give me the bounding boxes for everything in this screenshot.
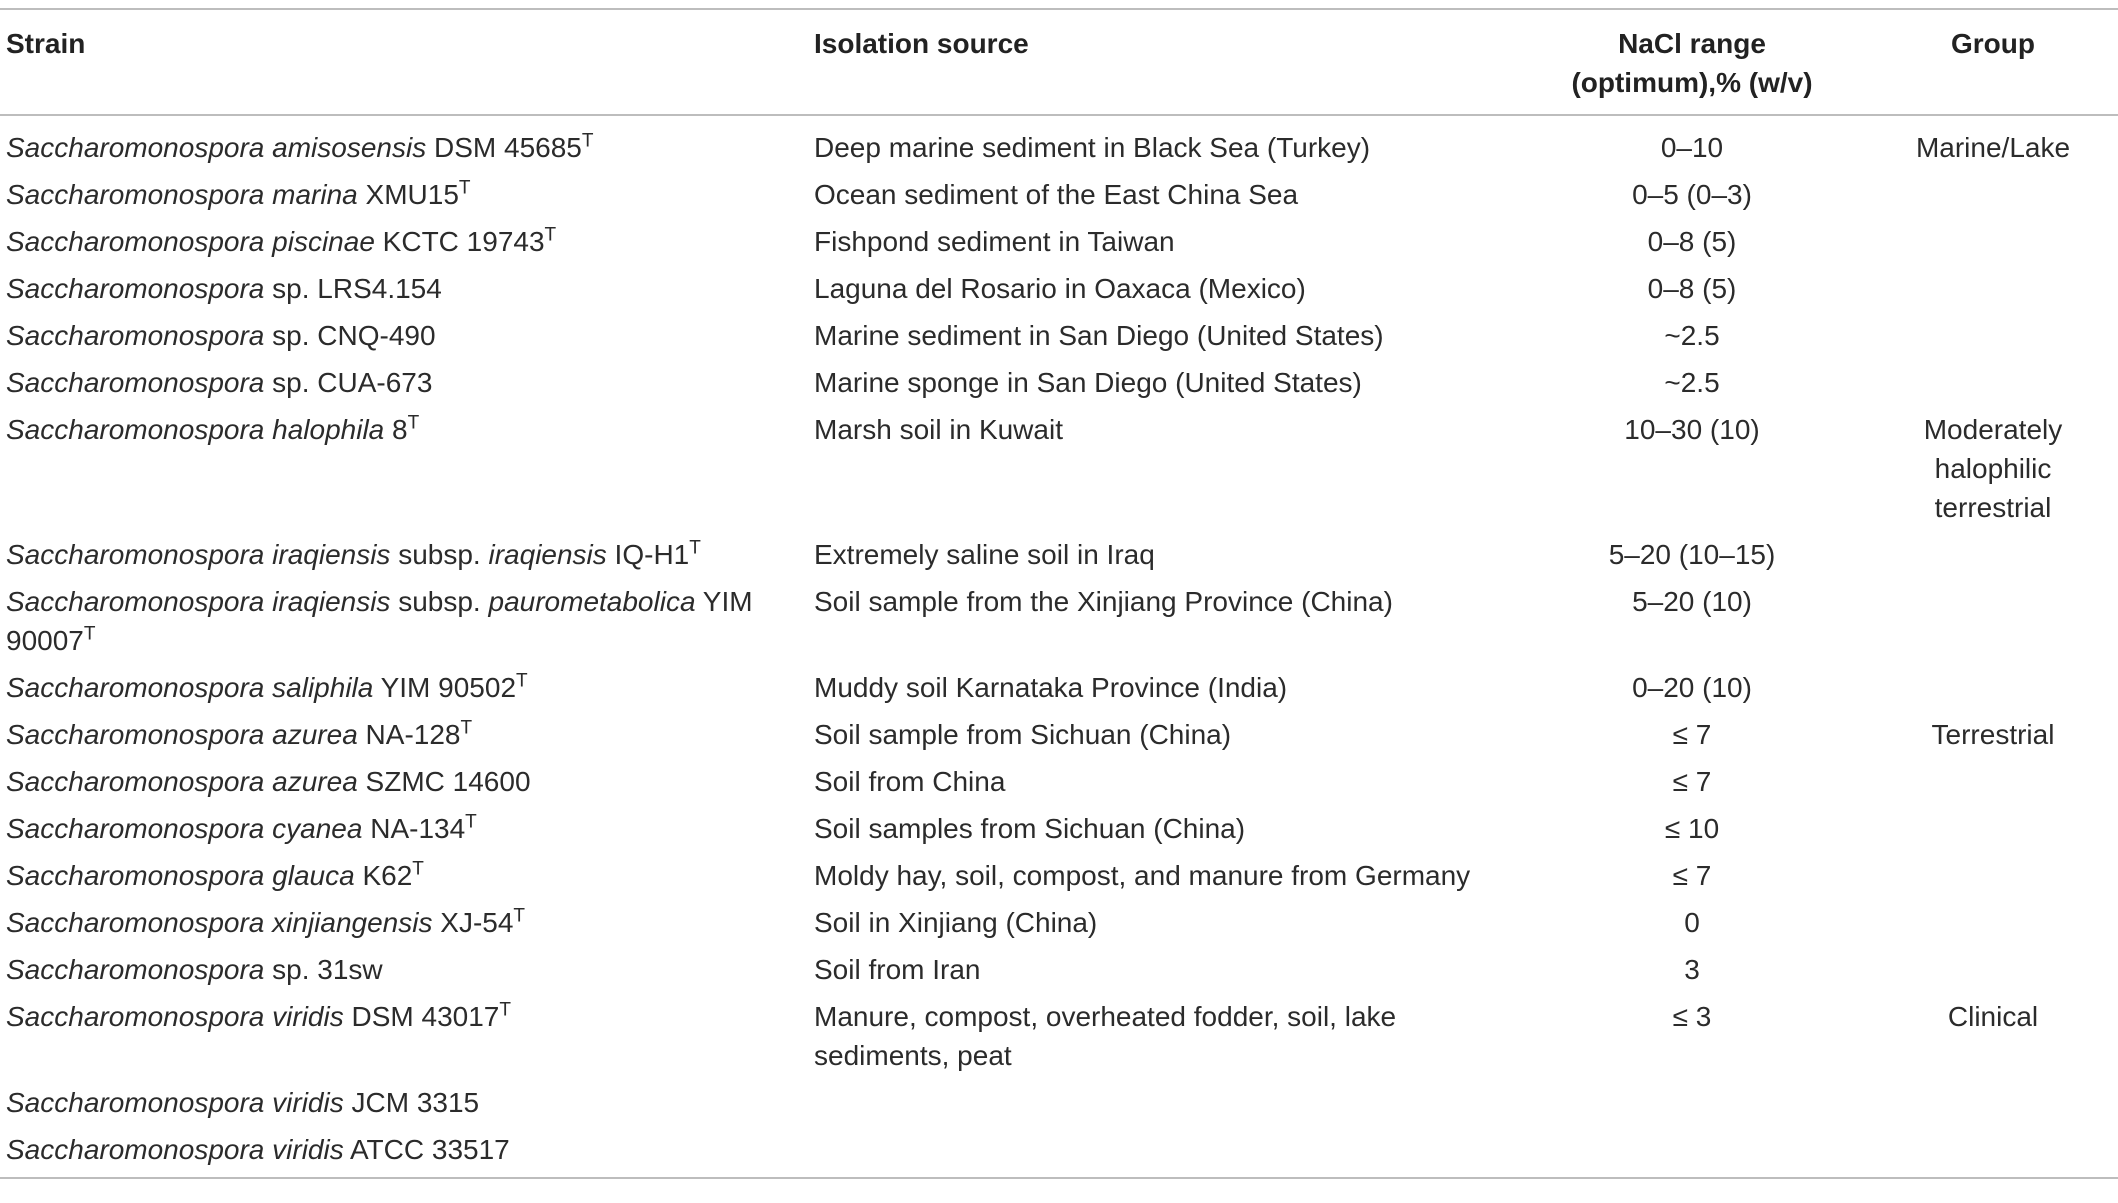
cell-strain xyxy=(0,805,808,852)
cell-strain xyxy=(0,1079,808,1126)
genus-name: Saccharomonospora xyxy=(6,414,265,445)
cell-group xyxy=(1868,1079,2118,1126)
table-row xyxy=(0,1126,2118,1178)
cell-isolation-source: Moldy hay, soil, compost, and manure from Germany xyxy=(814,860,1471,891)
cell-isolation-source: Fishpond sediment in Taiwan xyxy=(814,226,1175,257)
cell-nacl-range: 0–20 (10) xyxy=(1632,672,1752,703)
genus-name: Saccharomonospora xyxy=(6,367,265,398)
cell-isolation-source: Marine sponge in San Diego (United States) xyxy=(814,367,1362,398)
genus-name: Saccharomonospora xyxy=(6,586,265,617)
species-sep xyxy=(264,1001,272,1032)
species-name: iraqiensis xyxy=(272,539,391,570)
species-name: saliphila xyxy=(272,672,374,703)
strain-id: sp. LRS4.154 xyxy=(264,273,442,304)
table-row xyxy=(0,758,2118,805)
cell-nacl-range: ≤ 7 xyxy=(1672,860,1712,891)
strain-id: YIM 90502 xyxy=(373,672,517,703)
strain-id: XJ-54 xyxy=(432,907,514,938)
strain-id: sp. CNQ-490 xyxy=(264,320,436,351)
cell-strain xyxy=(0,578,808,664)
strain-id: XMU15 xyxy=(357,179,459,210)
cell-nacl-range xyxy=(1516,1126,1868,1178)
table-row xyxy=(0,664,2118,711)
cell-strain xyxy=(0,265,808,312)
strain-id: NA-128 xyxy=(357,719,461,750)
subspecies-name: iraqiensis xyxy=(488,539,607,570)
cell-nacl-range: ≤ 10 xyxy=(1664,813,1720,844)
type-strain-mark: T xyxy=(581,130,594,152)
species-name: azurea xyxy=(272,766,358,797)
species-sep xyxy=(264,539,272,570)
cell-group xyxy=(1868,578,2118,664)
type-strain-mark: T xyxy=(83,623,96,645)
cell-strain xyxy=(0,711,808,758)
table-row xyxy=(0,852,2118,899)
cell-strain xyxy=(0,946,808,993)
cell-nacl-range: ≤ 7 xyxy=(1672,719,1712,750)
species-sep xyxy=(264,226,272,257)
genus-name: Saccharomonospora xyxy=(6,1134,265,1165)
genus-name: Saccharomonospora xyxy=(6,179,265,210)
species-sep xyxy=(264,813,272,844)
strain-table xyxy=(0,8,2118,1179)
cell-group xyxy=(1868,406,2118,531)
table-row xyxy=(0,359,2118,406)
strain-id: sp. CUA-673 xyxy=(264,367,433,398)
header-isolation-source: Isolation source xyxy=(808,9,1516,115)
species-sep xyxy=(264,719,272,750)
cell-group xyxy=(1868,218,2118,265)
genus-name: Saccharomonospora xyxy=(6,907,265,938)
species-name: viridis xyxy=(272,1087,344,1118)
type-strain-mark: T xyxy=(544,224,557,246)
cell-strain xyxy=(0,758,808,805)
cell-isolation-source xyxy=(808,1079,1516,1126)
cell-strain xyxy=(0,312,808,359)
cell-nacl-range: 0–8 (5) xyxy=(1647,273,1737,304)
type-strain-mark: T xyxy=(516,670,528,692)
header-group: Group xyxy=(1868,9,2118,115)
type-strain-mark: T xyxy=(513,905,526,927)
cell-group xyxy=(1868,899,2118,946)
genus-name: Saccharomonospora xyxy=(6,226,265,257)
table-body xyxy=(0,115,2118,1178)
table-row xyxy=(0,578,2118,664)
header-nacl-range xyxy=(1516,9,1868,115)
species-name: marina xyxy=(272,179,358,210)
group-label: Clinical xyxy=(1947,1001,2039,1032)
subspecies-name: paurometabolica xyxy=(488,586,696,617)
strain-id: subsp. xyxy=(390,586,489,617)
genus-name: Saccharomonospora xyxy=(6,672,265,703)
cell-group xyxy=(1868,531,2118,578)
cell-isolation-source: Soil from China xyxy=(814,766,1006,797)
cell-isolation-source: Marsh soil in Kuwait xyxy=(814,414,1063,445)
type-strain-mark: T xyxy=(407,412,420,434)
table-row xyxy=(0,711,2118,758)
genus-name: Saccharomonospora xyxy=(6,273,265,304)
table-header-row xyxy=(0,9,2118,115)
cell-group xyxy=(1868,171,2118,218)
strain-id-2: YIM 90007 xyxy=(6,586,753,656)
species-sep xyxy=(264,179,272,210)
species-sep xyxy=(264,1087,272,1118)
cell-nacl-range: 0–10 xyxy=(1660,132,1724,163)
table-row xyxy=(0,218,2118,265)
species-name: piscinae xyxy=(272,226,375,257)
species-name: halophila xyxy=(272,414,385,445)
cell-isolation-source xyxy=(808,1126,1516,1178)
cell-group xyxy=(1868,359,2118,406)
cell-strain xyxy=(0,406,808,531)
cell-isolation-source: Soil sample from the Xinjiang Province (China) xyxy=(814,586,1393,617)
table-row xyxy=(0,171,2118,218)
cell-strain xyxy=(0,171,808,218)
cell-strain xyxy=(0,218,808,265)
table-row xyxy=(0,265,2118,312)
species-sep xyxy=(264,766,272,797)
cell-strain xyxy=(0,115,808,171)
type-strain-mark: T xyxy=(460,717,473,739)
cell-isolation-source: Soil sample from Sichuan (China) xyxy=(814,719,1232,750)
cell-strain xyxy=(0,664,808,711)
header-nacl-text: NaCl range (optimum),% (w/v) xyxy=(1571,28,1813,98)
cell-group xyxy=(1868,711,2118,758)
strain-id-2: IQ-H1 xyxy=(606,539,690,570)
cell-nacl-range: 5–20 (10) xyxy=(1632,586,1752,617)
strain-id: 8 xyxy=(384,414,408,445)
genus-name: Saccharomonospora xyxy=(6,766,265,797)
cell-nacl-range xyxy=(1516,1079,1868,1126)
species-name: amisosensis xyxy=(272,132,427,163)
species-sep xyxy=(264,132,272,163)
strain-id: KCTC 19743 xyxy=(374,226,545,257)
species-sep xyxy=(264,907,272,938)
cell-nacl-range: 10–30 (10) xyxy=(1624,414,1760,445)
cell-nacl-range: 0 xyxy=(1684,907,1700,938)
type-strain-mark: T xyxy=(458,177,471,199)
strain-id: SZMC 14600 xyxy=(357,766,531,797)
cell-isolation-source: Soil samples from Sichuan (China) xyxy=(814,813,1246,844)
genus-name: Saccharomonospora xyxy=(6,1087,265,1118)
cell-nacl-range: ~2.5 xyxy=(1664,367,1720,398)
species-sep xyxy=(264,414,272,445)
table-row xyxy=(0,531,2118,578)
species-sep xyxy=(264,860,272,891)
strain-id: NA-134 xyxy=(362,813,466,844)
group-label: Moderately halophilic terrestrial xyxy=(1923,414,2063,523)
cell-nacl-range: 0–8 (5) xyxy=(1647,226,1737,257)
table-row xyxy=(0,406,2118,531)
cell-isolation-source: Soil in Xinjiang (China) xyxy=(814,907,1098,938)
type-strain-mark: T xyxy=(499,999,511,1021)
species-name: xinjiangensis xyxy=(272,907,433,938)
cell-group xyxy=(1868,993,2118,1079)
cell-strain xyxy=(0,1126,808,1178)
genus-name: Saccharomonospora xyxy=(6,539,265,570)
species-name: azurea xyxy=(272,719,358,750)
table-row xyxy=(0,312,2118,359)
header-strain: Strain xyxy=(0,9,808,115)
strain-id: DSM 45685 xyxy=(426,132,582,163)
cell-group xyxy=(1868,1126,2118,1178)
cell-group xyxy=(1868,946,2118,993)
table-row xyxy=(0,115,2118,171)
cell-strain xyxy=(0,359,808,406)
type-strain-mark: T xyxy=(412,858,424,880)
type-strain-mark: T xyxy=(689,537,701,559)
species-sep xyxy=(264,586,272,617)
cell-group xyxy=(1868,664,2118,711)
cell-nacl-range: ≤ 3 xyxy=(1672,1001,1712,1032)
cell-group xyxy=(1868,758,2118,805)
table-row xyxy=(0,1079,2118,1126)
cell-group xyxy=(1868,265,2118,312)
genus-name: Saccharomonospora xyxy=(6,813,265,844)
genus-name: Saccharomonospora xyxy=(6,320,265,351)
genus-name: Saccharomonospora xyxy=(6,1001,265,1032)
type-strain-mark: T xyxy=(465,811,477,833)
cell-isolation-source: Soil from Iran xyxy=(814,954,981,985)
species-sep xyxy=(264,672,272,703)
strain-id: sp. 31sw xyxy=(264,954,383,985)
species-name: glauca xyxy=(272,860,355,891)
cell-group xyxy=(1868,115,2118,171)
cell-isolation-source: Muddy soil Karnataka Province (India) xyxy=(814,672,1288,703)
species-name: cyanea xyxy=(272,813,363,844)
table-row xyxy=(0,946,2118,993)
cell-isolation-source: Manure, compost, overheated fodder, soil, lake sediments, peat xyxy=(814,1001,1397,1071)
strain-id: JCM 3315 xyxy=(343,1087,480,1118)
strain-id: subsp. xyxy=(390,539,489,570)
genus-name: Saccharomonospora xyxy=(6,719,265,750)
cell-isolation-source: Laguna del Rosario in Oaxaca (Mexico) xyxy=(814,273,1306,304)
table-row xyxy=(0,805,2118,852)
species-name: viridis xyxy=(272,1134,344,1165)
group-label: Marine/Lake xyxy=(1915,132,2071,163)
cell-nacl-range: 3 xyxy=(1684,954,1700,985)
strain-id: DSM 43017 xyxy=(343,1001,500,1032)
cell-strain xyxy=(0,531,808,578)
table-row xyxy=(0,993,2118,1079)
genus-name: Saccharomonospora xyxy=(6,860,265,891)
strain-id: ATCC 33517 xyxy=(343,1134,510,1165)
cell-group xyxy=(1868,312,2118,359)
species-name: iraqiensis xyxy=(272,586,391,617)
cell-nacl-range: 0–5 (0–3) xyxy=(1632,179,1752,210)
genus-name: Saccharomonospora xyxy=(6,954,265,985)
cell-strain xyxy=(0,993,808,1079)
genus-name: Saccharomonospora xyxy=(6,132,265,163)
table-row xyxy=(0,899,2118,946)
cell-isolation-source: Ocean sediment of the East China Sea xyxy=(814,179,1299,210)
cell-nacl-range: ~2.5 xyxy=(1664,320,1720,351)
cell-isolation-source: Extremely saline soil in Iraq xyxy=(814,539,1155,570)
cell-isolation-source: Marine sediment in San Diego (United States) xyxy=(814,320,1384,351)
cell-nacl-range: 5–20 (10–15) xyxy=(1608,539,1776,570)
species-sep xyxy=(264,1134,272,1165)
cell-strain xyxy=(0,899,808,946)
group-label: Terrestrial xyxy=(1931,719,2055,750)
cell-isolation-source: Deep marine sediment in Black Sea (Turkey) xyxy=(814,132,1371,163)
cell-group xyxy=(1868,805,2118,852)
cell-nacl-range: ≤ 7 xyxy=(1672,766,1712,797)
strain-id: K62 xyxy=(354,860,413,891)
cell-group xyxy=(1868,852,2118,899)
species-name: viridis xyxy=(272,1001,344,1032)
cell-strain xyxy=(0,852,808,899)
